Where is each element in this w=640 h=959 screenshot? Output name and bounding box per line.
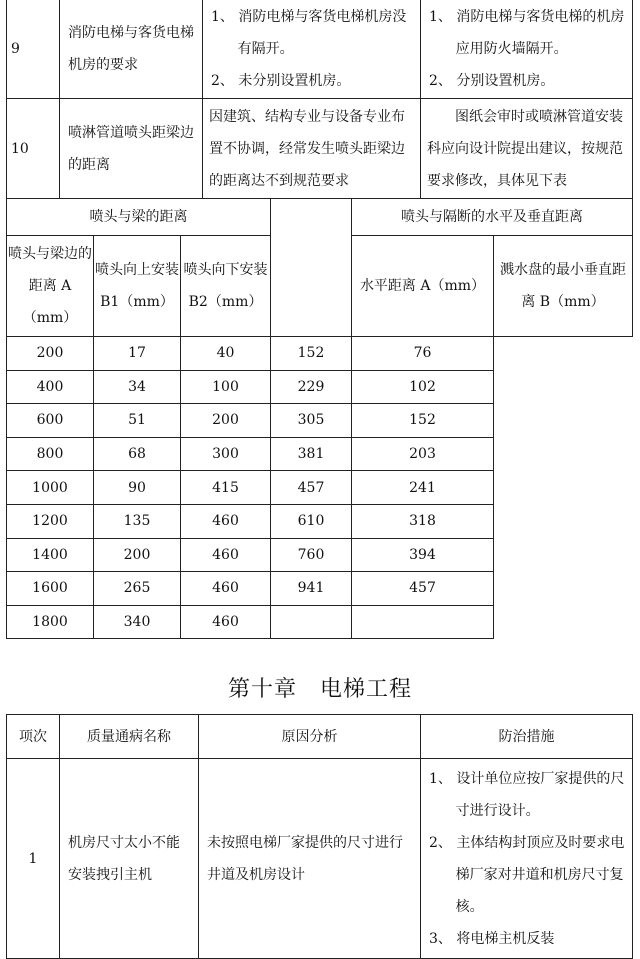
table-row [7,370,633,404]
chapter-title: 第十章 电梯工程 [227,677,412,702]
column-header: 防治措施 [421,715,633,759]
table-cell: 90 [94,471,181,505]
row-number: 10 [7,99,60,199]
cause-list [203,0,421,99]
defect-name: 机房尺寸太小不能安装拽引主机 [60,759,199,959]
table-cell: 34 [94,370,181,404]
column-header: 喷头与梁边的距离 A（mm） [7,236,94,337]
table-cell: 152 [271,337,352,371]
table-cell: 318 [352,504,494,538]
list-item: 1、 消防电梯与客货电梯的机房应用防火墙隔开。 [429,8,625,57]
table-cell: 800 [7,437,94,471]
table-cell: 394 [352,538,494,572]
table-cell: 40 [181,337,271,371]
table-cell: 610 [271,504,352,538]
table-cell: 340 [94,605,181,639]
table-cell: 100 [181,370,271,404]
table-cell: 300 [181,437,271,471]
table-row [7,0,633,99]
table-cell: 68 [94,437,181,471]
right-table-title: 喷头与隔断的水平及垂直距离 [352,199,633,236]
table-row [7,759,633,959]
table-cell: 400 [7,370,94,404]
table-cell: 941 [271,572,352,606]
table-cell: 1200 [7,504,94,538]
table-cell: 415 [181,471,271,505]
list-item: 2、 未分别设置机房。 [211,72,351,89]
defect-name: 喷淋管道喷头距梁边的距离 [60,99,203,199]
column-header: 喷头向下安装 B2（mm） [181,236,271,337]
defect-name: 消防电梯与客货电梯机房的要求 [60,0,203,99]
cause-text: 因建筑、结构专业与设备专业布置不协调，经常发生喷头距梁边的距离达不到规范要求 [203,99,421,199]
table-cell: 200 [181,404,271,438]
column-header: 原因分析 [199,715,421,759]
table-cell: 200 [7,337,94,371]
table-cell: 381 [271,437,352,471]
column-header: 项次 [7,715,60,759]
row-number: 1 [7,759,60,959]
table-cell [352,605,494,639]
table-cell: 203 [352,437,494,471]
table-cell: 460 [181,504,271,538]
table-cell [271,605,352,639]
table-row [7,337,633,371]
table-cell: 76 [352,337,494,371]
table-cell: 1000 [7,471,94,505]
table-cell: 460 [181,605,271,639]
table-cell: 17 [94,337,181,371]
column-header: 质量通病名称 [60,715,199,759]
gap-column [271,199,352,337]
column-header: 水平距离 A（mm） [352,236,494,337]
table-cell: 51 [94,404,181,438]
list-item: 1、 设计单位应按厂家提供的尺寸进行设计。 [429,770,625,819]
list-item: 3、 将电梯主机反装 [429,930,555,947]
table-row [7,538,633,572]
table-cell: 200 [94,538,181,572]
cause-text: 未按照电梯厂家提供的尺寸进行井道及机房设计 [199,759,421,959]
table-cell: 600 [7,404,94,438]
list-item: 2、 分别设置机房。 [429,72,555,89]
column-header: 喷头向上安装 B1（mm） [94,236,181,337]
table-cell: 1400 [7,538,94,572]
table-cell: 241 [352,471,494,505]
table-cell: 460 [181,572,271,606]
elevator-table [6,714,633,959]
left-table-title: 喷头与梁的距离 [7,199,271,236]
table-continued [6,0,633,199]
table-cell: 102 [352,370,494,404]
table-row [7,605,633,639]
table-row [7,471,633,505]
table-row [7,99,633,199]
list-item: 2、 主体结构封顶应及时要求电梯厂家对井道和机房尺寸复核。 [429,834,625,915]
table-row [7,437,633,471]
list-item: 1、 消防电梯与客货电梯机房没有隔开。 [211,8,407,57]
column-header: 溅水盘的最小垂直距离 B（mm） [494,236,633,337]
table-cell: 229 [271,370,352,404]
table-cell: 457 [271,471,352,505]
table-cell: 265 [94,572,181,606]
table-cell: 1800 [7,605,94,639]
table-cell: 135 [94,504,181,538]
measure-text: 图纸会审时或喷淋管道安装科应向设计院提出建议，按规范要求修改，具体见下表 [421,99,633,199]
distance-table [6,198,633,639]
measure-list [421,0,633,99]
table-row [7,504,633,538]
measure-list [421,759,633,959]
table-row [7,404,633,438]
row-number: 9 [7,0,60,99]
table-cell: 152 [352,404,494,438]
header-row [7,715,633,759]
table-cell: 305 [271,404,352,438]
table-cell: 460 [181,538,271,572]
table-cell: 760 [271,538,352,572]
table-cell: 1600 [7,572,94,606]
table-row [7,572,633,606]
table-cell: 457 [352,572,494,606]
